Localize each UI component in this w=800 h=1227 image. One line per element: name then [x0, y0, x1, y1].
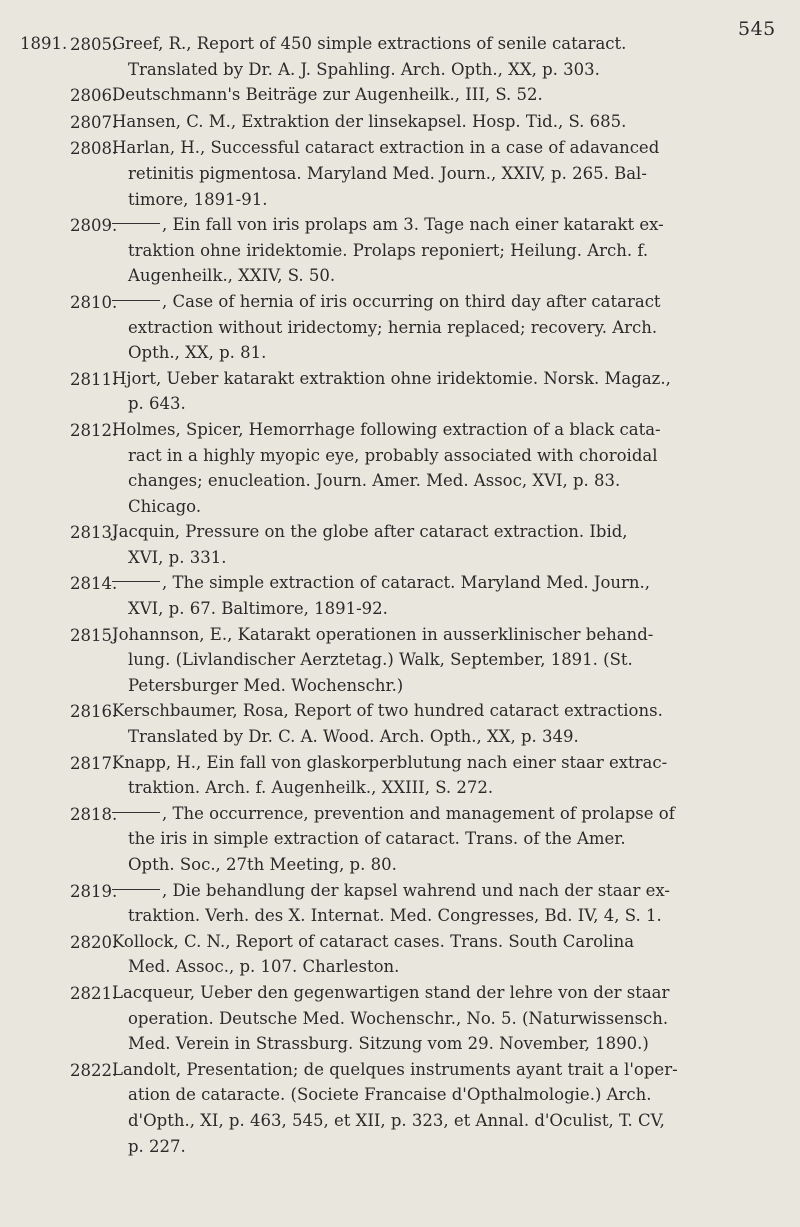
entry-list: [70, 31, 782, 1159]
citation-line: [112, 929, 782, 955]
bibliography-entry: [70, 929, 782, 980]
citation-line: [112, 443, 782, 469]
entry-number: 2816.: [70, 702, 118, 722]
citation-line: [112, 289, 782, 315]
citation-text: Jacquin, Pressure on the globe after cataract extraction. Ibid,: [112, 522, 628, 542]
citation-text: Kerschbaumer, Rosa, Report of two hundred cataract extractions.: [112, 701, 663, 721]
entry-citation: [112, 109, 782, 135]
entry-number: 2810.: [70, 292, 118, 312]
bibliography-entry: [70, 622, 782, 699]
citation-line: [112, 468, 782, 494]
citation-line: [112, 1057, 782, 1083]
citation-text: Opth., XX, p. 81.: [128, 343, 267, 363]
year-label: 1891.: [20, 34, 68, 53]
entry-number: 2817.: [70, 753, 118, 773]
citation-line: [112, 878, 782, 904]
citation-line: [112, 494, 782, 520]
entry-citation: [112, 289, 782, 366]
ditto-dash: [112, 300, 160, 301]
citation-line: [112, 315, 782, 341]
citation-text: , Ein fall von iris prolaps am 3. Tage nach einer katarakt ex-: [162, 215, 664, 235]
citation-text: Translated by Dr. C. A. Wood. Arch. Opth., XX, p. 349.: [128, 727, 579, 747]
citation-line: [112, 366, 782, 392]
bibliography-entry: [70, 801, 782, 878]
citation-text: d'Opth., XI, p. 463, 545, et XII, p. 323, et Annal. d'Oculist, T. CV,: [128, 1110, 665, 1130]
ditto-dash: [112, 812, 160, 813]
citation-text: traktion. Arch. f. Augenheilk., XXIII, S. 272.: [128, 778, 494, 798]
citation-text: ation de cataracte. (Societe Francaise d'Opthalmologie.) Arch.: [128, 1085, 652, 1105]
bibliography-entry: [70, 417, 782, 519]
bibliography-entry: [70, 82, 782, 109]
entry-citation: [112, 801, 782, 878]
entry-number: 2812.: [70, 420, 118, 440]
bibliography-entry: [70, 289, 782, 366]
citation-text: Hjort, Ueber katarakt extraktion ohne iridektomie. Norsk. Magaz.,: [112, 368, 671, 388]
citation-line: [112, 57, 782, 83]
entry-number: 2815.: [70, 625, 118, 645]
ditto-dash: [112, 889, 160, 890]
citation-text: XVI, p. 331.: [128, 547, 227, 567]
ditto-dash: [112, 223, 160, 224]
citation-text: , Die behandlung der kapsel wahrend und nach der staar ex-: [162, 880, 670, 900]
citation-line: [112, 135, 782, 161]
citation-text: operation. Deutsche Med. Wochenschr., No. 5. (Naturwissensch.: [128, 1008, 669, 1028]
citation-line: [112, 187, 782, 213]
citation-line: [112, 1082, 782, 1108]
citation-line: [112, 340, 782, 366]
citation-line: [112, 852, 782, 878]
entry-citation: [112, 570, 782, 621]
citation-line: [112, 1006, 782, 1032]
citation-line: [112, 622, 782, 648]
bibliography-entry: [70, 519, 782, 570]
ditto-dash: [112, 581, 160, 582]
citation-text: Hansen, C. M., Extraktion der linsekapsel. Hosp. Tid., S. 685.: [112, 111, 627, 131]
citation-line: [112, 545, 782, 571]
citation-line: [112, 1031, 782, 1057]
citation-line: [112, 1134, 782, 1160]
citation-text: Kollock, C. N., Report of cataract cases. Trans. South Carolina: [112, 931, 635, 951]
citation-line: [112, 724, 782, 750]
citation-text: the iris in simple extraction of cataract. Trans. of the Amer.: [128, 829, 626, 849]
citation-text: ract in a highly myopic eye, probably associated with choroidal: [128, 445, 658, 465]
entry-citation: [112, 929, 782, 980]
citation-text: Knapp, H., Ein fall von glaskorperblutung nach einer staar extrac-: [112, 752, 668, 772]
citation-text: Holmes, Spicer, Hemorrhage following extraction of a black cata-: [112, 419, 661, 439]
citation-line: [112, 82, 782, 108]
entry-number: 2821.: [70, 983, 118, 1003]
citation-text: Opth. Soc., 27th Meeting, p. 80.: [128, 855, 397, 874]
entry-citation: [112, 750, 782, 801]
entry-number: 2811.: [70, 369, 118, 389]
citation-text: Johannson, E., Katarakt operationen in ausserklinischer behand-: [112, 624, 654, 644]
entry-number: 2822.: [70, 1060, 118, 1080]
entry-citation: [112, 878, 782, 929]
citation-line: [112, 212, 782, 238]
citation-line: [112, 980, 782, 1006]
citation-line: [112, 263, 782, 289]
bibliography-entry: [70, 109, 782, 136]
bibliography-entry: [70, 750, 782, 801]
citation-text: Petersburger Med. Wochenschr.): [128, 675, 404, 695]
citation-text: Translated by Dr. A. J. Spahling. Arch. Opth., XX, p. 303.: [128, 59, 600, 79]
entry-citation: [112, 417, 782, 519]
bibliography-entry: [70, 135, 782, 212]
citation-line: [112, 698, 782, 724]
bibliography-entry: [70, 366, 782, 417]
entry-number: 2807.: [70, 112, 118, 132]
citation-text: changes; enucleation. Journ. Amer. Med. Assoc, XVI, p. 83.: [128, 471, 621, 491]
bibliography-entry: [70, 212, 782, 289]
citation-line: [112, 570, 782, 596]
entry-number: 2820.: [70, 932, 118, 952]
citation-line: [112, 775, 782, 801]
citation-text: Harlan, H., Successful cataract extraction in a case of adavanced: [112, 138, 660, 158]
bibliography-entry: [70, 878, 782, 929]
citation-line: [112, 750, 782, 776]
citation-line: [112, 161, 782, 187]
citation-text: Chicago.: [128, 496, 202, 516]
entry-number: 2819.: [70, 881, 118, 901]
citation-line: [112, 673, 782, 699]
citation-text: Lacqueur, Ueber den gegenwartigen stand der lehre von der staar: [112, 982, 670, 1002]
citation-text: Deutschmann's Beiträge zur Augenheilk., III, S. 52.: [112, 85, 543, 105]
entry-citation: [112, 698, 782, 749]
citation-line: [112, 417, 782, 443]
citation-line: [112, 801, 782, 827]
entry-citation: [112, 135, 782, 212]
entry-citation: [112, 366, 782, 417]
entry-number: 2808.: [70, 139, 118, 159]
citation-text: XVI, p. 67. Baltimore, 1891-92.: [128, 599, 388, 619]
citation-line: [112, 238, 782, 264]
entry-citation: [112, 212, 782, 289]
entry-number: 2813.: [70, 523, 118, 543]
citation-text: Med. Verein in Strassburg. Sitzung vom 29. November, 1890.): [128, 1034, 649, 1054]
entry-citation: [112, 980, 782, 1057]
citation-text: lung. (Livlandischer Aerztetag.) Walk, September, 1891. (St.: [128, 650, 633, 670]
citation-text: p. 643.: [128, 394, 186, 414]
citation-line: [112, 391, 782, 417]
citation-text: , The occurrence, prevention and management of prolapse of: [162, 803, 675, 823]
citation-line: [112, 1108, 782, 1134]
citation-line: [112, 903, 782, 929]
entry-number: 2818.: [70, 804, 118, 824]
entry-number: 2805.: [70, 35, 118, 54]
citation-text: retinitis pigmentosa. Maryland Med. Journ., XXIV, p. 265. Bal-: [128, 163, 647, 183]
entry-citation: [112, 31, 782, 82]
bibliography-entry: [70, 1057, 782, 1159]
citation-text: Greef, R., Report of 450 simple extractions of senile cataract.: [112, 34, 627, 53]
entry-number: 2814.: [70, 574, 118, 594]
entry-citation: [112, 1057, 782, 1159]
entry-citation: [112, 519, 782, 570]
citation-text: traktion ohne iridektomie. Prolaps reponiert; Heilung. Arch. f.: [128, 240, 649, 260]
page-number: 545: [738, 18, 776, 40]
citation-text: timore, 1891-91.: [128, 189, 268, 209]
bibliography-entry: [70, 570, 782, 621]
entry-number: 2809.: [70, 216, 118, 236]
bibliography-entry: [70, 980, 782, 1057]
entry-citation: [112, 82, 782, 108]
entry-number: 2806.: [70, 86, 118, 106]
citation-line: [112, 31, 782, 57]
citation-text: traktion. Verh. des X. Internat. Med. Congresses, Bd. IV, 4, S. 1.: [128, 906, 662, 926]
citation-line: [112, 826, 782, 852]
citation-line: [112, 109, 782, 135]
entry-citation: [112, 622, 782, 699]
bibliography-entry: [70, 31, 782, 82]
citation-line: [112, 647, 782, 673]
citation-text: Landolt, Presentation; de quelques instruments ayant trait a l'oper-: [112, 1059, 678, 1079]
citation-text: p. 227.: [128, 1136, 186, 1156]
citation-text: Augenheilk., XXIV, S. 50.: [128, 266, 336, 286]
citation-line: [112, 519, 782, 545]
citation-text: , Case of hernia of iris occurring on third day after cataract: [162, 291, 661, 311]
citation-text: Med. Assoc., p. 107. Charleston.: [128, 957, 400, 977]
citation-text: extraction without iridectomy; hernia replaced; recovery. Arch.: [128, 317, 658, 337]
citation-line: [112, 596, 782, 622]
bibliography-entry: [70, 698, 782, 749]
citation-text: , The simple extraction of cataract. Maryland Med. Journ.,: [162, 573, 651, 593]
citation-line: [112, 954, 782, 980]
